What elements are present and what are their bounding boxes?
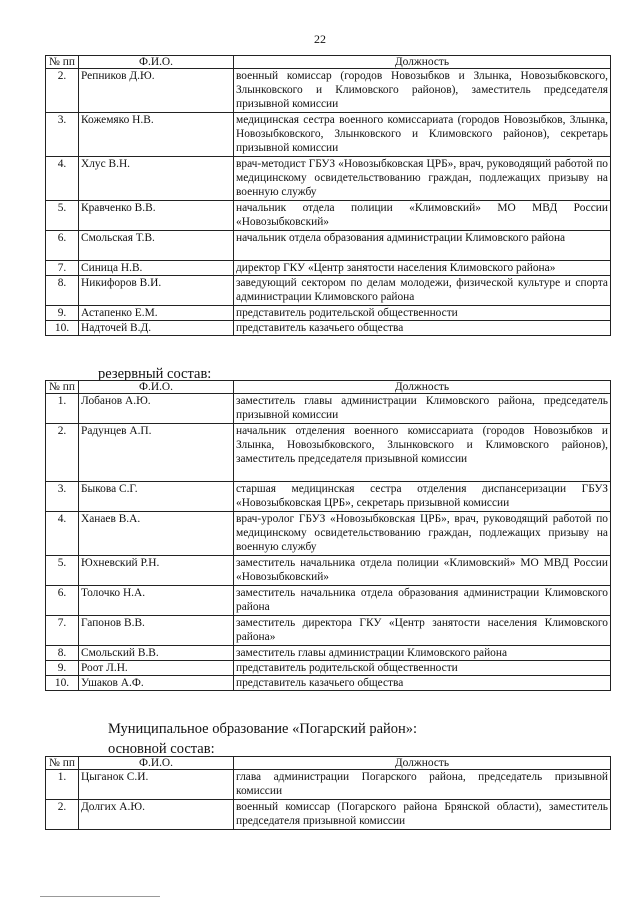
table-row xyxy=(46,556,611,586)
table-row xyxy=(46,261,611,276)
person-position: начальник отдела полиции «Климовский» МО МВД России «Новозыбковский» xyxy=(234,201,611,231)
header-name: Ф.И.О. xyxy=(79,56,234,69)
table-row xyxy=(46,394,611,424)
person-position: представитель родительской общественности xyxy=(234,661,611,676)
row-number: 4. xyxy=(46,157,79,201)
person-position: старшая медицинская сестра отделения диспансеризации ГБУЗ «Новозыбковская ЦРБ», секретарь призывной комиссии xyxy=(234,482,611,512)
row-number: 7. xyxy=(46,261,79,276)
header-position: Должность xyxy=(234,56,611,69)
person-position: заместитель директора ГКУ «Центр занятости населения Климовского района» xyxy=(234,616,611,646)
person-name: Репников Д.Ю. xyxy=(79,69,234,113)
person-name: Смольская Т.В. xyxy=(79,231,234,261)
row-number: 4. xyxy=(46,512,79,556)
person-position: директор ГКУ «Центр занятости населения Климовского района» xyxy=(234,261,611,276)
person-position: заместитель начальника отдела образования администрации Климовского района xyxy=(234,586,611,616)
table-row xyxy=(46,69,611,113)
person-position: военный комиссар (Погарского района Брянской области), заместитель председателя призывной комиссии xyxy=(234,800,611,830)
person-position: медицинская сестра военного комиссариата (городов Новозыбков, Злынка, Новозыбковского, Злынковского и Климовского районов), секретарь призывной комиссии xyxy=(234,113,611,157)
person-name: Цыганок С.И. xyxy=(79,770,234,800)
row-number: 8. xyxy=(46,276,79,306)
row-number: 9. xyxy=(46,661,79,676)
row-number: 10. xyxy=(46,321,79,336)
person-position: врач-уролог ГБУЗ «Новозыбковская ЦРБ», врач, руководящий работой по медицинскому освидетельствованию граждан, подлежащих призыву на военную службу xyxy=(234,512,611,556)
table-row xyxy=(46,306,611,321)
person-name: Толочко Н.А. xyxy=(79,586,234,616)
municipality-heading: Муниципальное образование «Погарский район»: xyxy=(108,721,418,737)
table-row xyxy=(46,586,611,616)
person-name: Никифоров В.И. xyxy=(79,276,234,306)
reserve-heading: резервный состав: xyxy=(98,366,212,382)
person-position: врач-методист ГБУЗ «Новозыбковская ЦРБ», врач, руководящий работой по медицинскому освидетельствованию граждан, подлежащих призыву на военную службу xyxy=(234,157,611,201)
committee-table-klimovsky-reserve xyxy=(45,380,611,691)
person-name: Надточей В.Д. xyxy=(79,321,234,336)
person-position: заведующий сектором по делам молодежи, физической культуре и спорта администрации Климовского района xyxy=(234,276,611,306)
header-num: № пп xyxy=(46,56,79,69)
person-name: Гапонов В.В. xyxy=(79,616,234,646)
person-position: глава администрации Погарского района, председатель призывной комиссии xyxy=(234,770,611,800)
person-position: заместитель главы администрации Климовского района xyxy=(234,646,611,661)
table-row xyxy=(46,770,611,800)
person-position: начальник отдела образования администрации Климовского района xyxy=(234,231,611,261)
person-position: начальник отделения военного комиссариата (городов Новозыбков и Злынка, Новозыбковского, Злынковского и Климовского районов), заместитель председателя призывной комиссии xyxy=(234,424,611,482)
table-row xyxy=(46,157,611,201)
row-number: 5. xyxy=(46,556,79,586)
table-row xyxy=(46,616,611,646)
table-row xyxy=(46,661,611,676)
table-row xyxy=(46,512,611,556)
person-position: военный комиссар (городов Новозыбков и Злынка, Новозыбковского, Злынковского и Климовского районов), заместитель председателя призывной комиссии xyxy=(234,69,611,113)
table-header-row xyxy=(46,56,611,69)
committee-table-pogarsky-main xyxy=(45,756,611,830)
row-number: 6. xyxy=(46,231,79,261)
person-name: Хлус В.Н. xyxy=(79,157,234,201)
person-name: Кравченко В.В. xyxy=(79,201,234,231)
table-row xyxy=(46,201,611,231)
person-position: заместитель главы администрации Климовского района, председатель призывной комиссии xyxy=(234,394,611,424)
header-position: Должность xyxy=(234,757,611,770)
row-number: 9. xyxy=(46,306,79,321)
row-number: 5. xyxy=(46,201,79,231)
person-name: Ханаев В.А. xyxy=(79,512,234,556)
header-position: Должность xyxy=(234,381,611,394)
table-row xyxy=(46,424,611,482)
person-name: Синица Н.В. xyxy=(79,261,234,276)
header-num: № пп xyxy=(46,757,79,770)
row-number: 7. xyxy=(46,616,79,646)
table-row xyxy=(46,113,611,157)
header-name: Ф.И.О. xyxy=(79,381,234,394)
header-num: № пп xyxy=(46,381,79,394)
main-composition-heading: основной состав: xyxy=(108,741,215,757)
row-number: 3. xyxy=(46,113,79,157)
table-row xyxy=(46,646,611,661)
header-name: Ф.И.О. xyxy=(79,757,234,770)
person-name: Юхневский Р.Н. xyxy=(79,556,234,586)
person-name: Радунцев А.П. xyxy=(79,424,234,482)
person-name: Смольский В.В. xyxy=(79,646,234,661)
row-number: 2. xyxy=(46,800,79,830)
person-name: Лобанов А.Ю. xyxy=(79,394,234,424)
person-name: Ушаков А.Ф. xyxy=(79,676,234,691)
table-row xyxy=(46,676,611,691)
row-number: 1. xyxy=(46,770,79,800)
page-number: 22 xyxy=(314,32,326,46)
person-name: Астапенко Е.М. xyxy=(79,306,234,321)
committee-table-klimovsky-main xyxy=(45,55,611,336)
row-number: 8. xyxy=(46,646,79,661)
row-number: 10. xyxy=(46,676,79,691)
footer-rule xyxy=(40,896,160,897)
row-number: 2. xyxy=(46,69,79,113)
person-name: Быкова С.Г. xyxy=(79,482,234,512)
row-number: 1. xyxy=(46,394,79,424)
table-header-row xyxy=(46,757,611,770)
person-name: Кожемяко Н.В. xyxy=(79,113,234,157)
table-header-row xyxy=(46,381,611,394)
person-position: представитель казачьего общества xyxy=(234,321,611,336)
row-number: 3. xyxy=(46,482,79,512)
person-position: заместитель начальника отдела полиции «Климовский» МО МВД России «Новозыбковский» xyxy=(234,556,611,586)
person-name: Долгих А.Ю. xyxy=(79,800,234,830)
table-row xyxy=(46,231,611,261)
person-position: представитель казачьего общества xyxy=(234,676,611,691)
table-row xyxy=(46,321,611,336)
table-row xyxy=(46,276,611,306)
table-row xyxy=(46,482,611,512)
person-name: Роот Л.Н. xyxy=(79,661,234,676)
row-number: 2. xyxy=(46,424,79,482)
row-number: 6. xyxy=(46,586,79,616)
person-position: представитель родительской общественности xyxy=(234,306,611,321)
table-row xyxy=(46,800,611,830)
